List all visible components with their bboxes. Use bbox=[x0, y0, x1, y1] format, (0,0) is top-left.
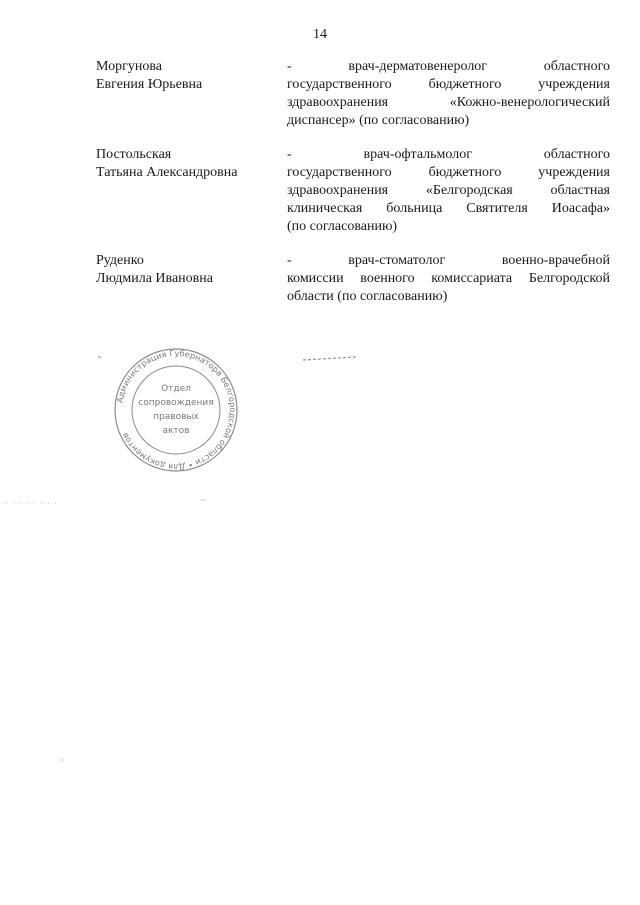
member-surname: Моргунова bbox=[96, 59, 162, 74]
stamp-center-line: правовых bbox=[153, 412, 199, 422]
stamp-ring-text: Администрация Губернатора Белгородской области • Для документов bbox=[114, 347, 239, 473]
role-line: области (по согласованию) bbox=[287, 289, 448, 304]
member-surname: Постольская bbox=[96, 147, 172, 162]
member-given-names: Татьяна Александровна bbox=[96, 165, 238, 180]
member-surname: Руденко bbox=[96, 253, 144, 268]
member-name bbox=[96, 252, 276, 288]
role-line: здравоохранения «Кожно-венерологический bbox=[287, 95, 610, 110]
stamp-graphic bbox=[106, 347, 246, 473]
role-line: клиническая больница Святителя Иоасафа» bbox=[287, 201, 610, 216]
role-line: государственного бюджетного учреждения bbox=[287, 77, 610, 92]
page-number: 14 bbox=[313, 27, 327, 42]
role-line: здравоохранения «Белгородская областная bbox=[287, 183, 610, 198]
role-line: государственного бюджетного учреждения bbox=[287, 165, 610, 180]
member-given-names: Людмила Ивановна bbox=[96, 271, 213, 286]
role-line: комиссии военного комиссариата Белгородской bbox=[287, 271, 610, 286]
role-line: - врач-офтальмолог областного bbox=[287, 147, 610, 162]
member-role bbox=[287, 146, 610, 236]
role-line: диспансер» (по согласованию) bbox=[287, 113, 470, 128]
member-given-names: Евгения Юрьевна bbox=[96, 77, 203, 92]
role-line: (по согласованию) bbox=[287, 219, 398, 234]
member-name bbox=[96, 146, 276, 182]
stamp-center-line: сопровождения bbox=[138, 398, 214, 408]
role-line: - врач-стоматолог военно-врачебной bbox=[287, 253, 610, 268]
member-role bbox=[287, 252, 610, 306]
role-line: - врач-дерматовенеролог областного bbox=[287, 59, 610, 74]
official-stamp bbox=[106, 347, 246, 473]
member-name bbox=[96, 58, 276, 94]
stamp-center-line: актов bbox=[162, 426, 190, 436]
stamp-center-line: Отдел bbox=[161, 384, 191, 394]
member-role bbox=[287, 58, 610, 130]
stamp-inner-ring bbox=[132, 366, 220, 454]
